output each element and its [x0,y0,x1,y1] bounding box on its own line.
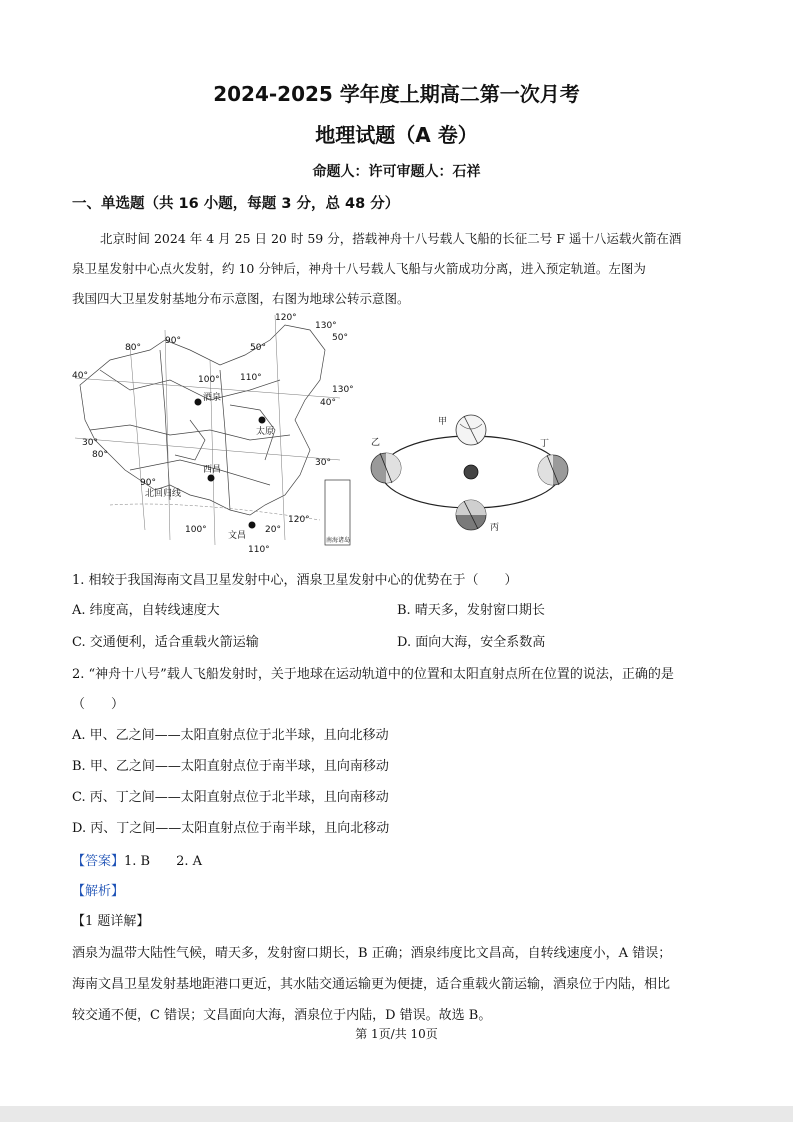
bottom-bar [0,1106,793,1122]
launch-site-map [70,310,354,560]
intro-line: 北京时间 2024 年 4 月 25 日 20 时 59 分，搭载神舟十八号载人飞船的长征二号 F 遥十八运载火箭在酒 [100,231,682,246]
detail-heading: 【1 题详解】 [72,914,150,929]
map-label: 40° [72,371,88,381]
answer-line [72,850,724,869]
question-1-option-a: A. 纬度高，自转线速度大 [72,603,220,618]
map-label: 100° [198,375,220,385]
orbit-label-bing: 丙 [490,523,500,533]
section-heading: 一、单选题（共 16 小题，每题 3 分，总 48 分） [72,196,400,212]
map-label: 120° [288,515,310,525]
map-label: 90° [165,336,181,346]
map-label: 130° [332,385,354,395]
map-label: 120° [275,313,297,323]
detail-line: 较交通不便，C 错误；文昌面向大海，酒泉位于内陆，D 错误。故选 B。 [72,1008,492,1023]
question-2-option-a: A. 甲、乙之间——太阳直射点位于北半球，且向北移动 [72,728,389,743]
intro-line: 我国四大卫星发射基地分布示意图，右图为地球公转示意图。 [72,291,410,306]
map-label: 30° [82,438,98,448]
site-label-taiyuan: 太原 [256,427,275,437]
map-label: 50° [250,343,266,353]
earth-position-bing [456,500,486,530]
earth-position-yi [371,453,401,483]
map-label: 50° [332,333,348,343]
site-marker-jiuquan [195,399,202,406]
orbit-label-ding: 丁 [540,439,550,449]
exam-subtitle: 地理试题（A 卷） [315,123,478,147]
site-marker-wenchang [249,522,256,529]
question-1-option-c: C. 交通便利，适合重载火箭运输 [72,635,259,650]
south-sea-inset [325,480,350,545]
site-label-wenchang: 文昌 [228,531,247,541]
site-label-jiuquan: 酒泉 [203,393,222,403]
sun [464,465,478,479]
exam-title: 2024-2025 学年度上期高二第一次月考 [213,82,580,106]
orbit-label-jia: 甲 [438,417,448,427]
question-2-stem: 2. “神舟十八号”载人飞船发射时，关于地球在运动轨道中的位置和太阳直射点所在位置的说法，正确的是 [72,667,674,682]
tropic-label: 北回归线 [145,489,182,499]
map-label: 30° [315,458,331,468]
map-label: 80° [125,343,141,353]
map-label: 110° [248,545,270,555]
question-1-option-d: D. 面向大海，安全系数高 [397,635,546,650]
page-footer: 第 1页/共 10页 [355,1027,438,1041]
exam-authors: 命题人：许可审题人：石祥 [312,164,481,180]
inset-label: 南海诸岛 [326,537,351,544]
map-label: 130° [315,321,337,331]
site-label-xichang: 西昌 [203,465,222,475]
earth-position-ding [538,455,568,485]
question-2-paren: （ ） [72,697,125,712]
question-2-option-c: C. 丙、丁之间——太阳直射点位于北半球，且向南移动 [72,790,389,805]
earth-orbit-diagram [368,410,578,535]
map-label: 90° [140,478,156,488]
question-2-option-d: D. 丙、丁之间——太阳直射点位于南半球，且向北移动 [72,821,390,836]
site-marker-taiyuan [259,417,266,424]
question-2-option-b: B. 甲、乙之间——太阳直射点位于南半球，且向南移动 [72,759,389,774]
site-marker-xichang [208,475,215,482]
intro-line: 泉卫星发射中心点火发射，约 10 分钟后，神舟十八号载人飞船与火箭成功分离，进入预定轨道。左图为 [72,261,646,276]
intro-paragraph [72,224,724,314]
map-label: 20° [265,525,281,535]
answer-text: 1. B 2. A [124,854,203,869]
map-label: 100° [185,525,207,535]
detail-line: 海南文昌卫星发射基地距港口更近，其水陆交通运输更为便捷，适合重载火箭运输，酒泉位于内陆，相比 [72,977,671,992]
map-label: 40° [320,398,336,408]
earth-position-jia [456,415,486,445]
orbit-label-yi: 乙 [371,438,381,448]
detail-line: 酒泉为温带大陆性气候，晴天多，发射窗口期长，B 正确；酒泉纬度比文昌高，自转线速度小，A 错误； [72,946,672,961]
analysis-label: 【解析】 [72,884,125,899]
answer-label: 【答案】 [72,854,125,869]
map-label: 80° [92,450,108,460]
question-1-stem: 1. 相较于我国海南文昌卫星发射中心，酒泉卫星发射中心的优势在于（ ） [72,573,518,588]
question-1-option-b: B. 晴天多，发射窗口期长 [397,603,545,618]
map-label: 110° [240,373,262,383]
